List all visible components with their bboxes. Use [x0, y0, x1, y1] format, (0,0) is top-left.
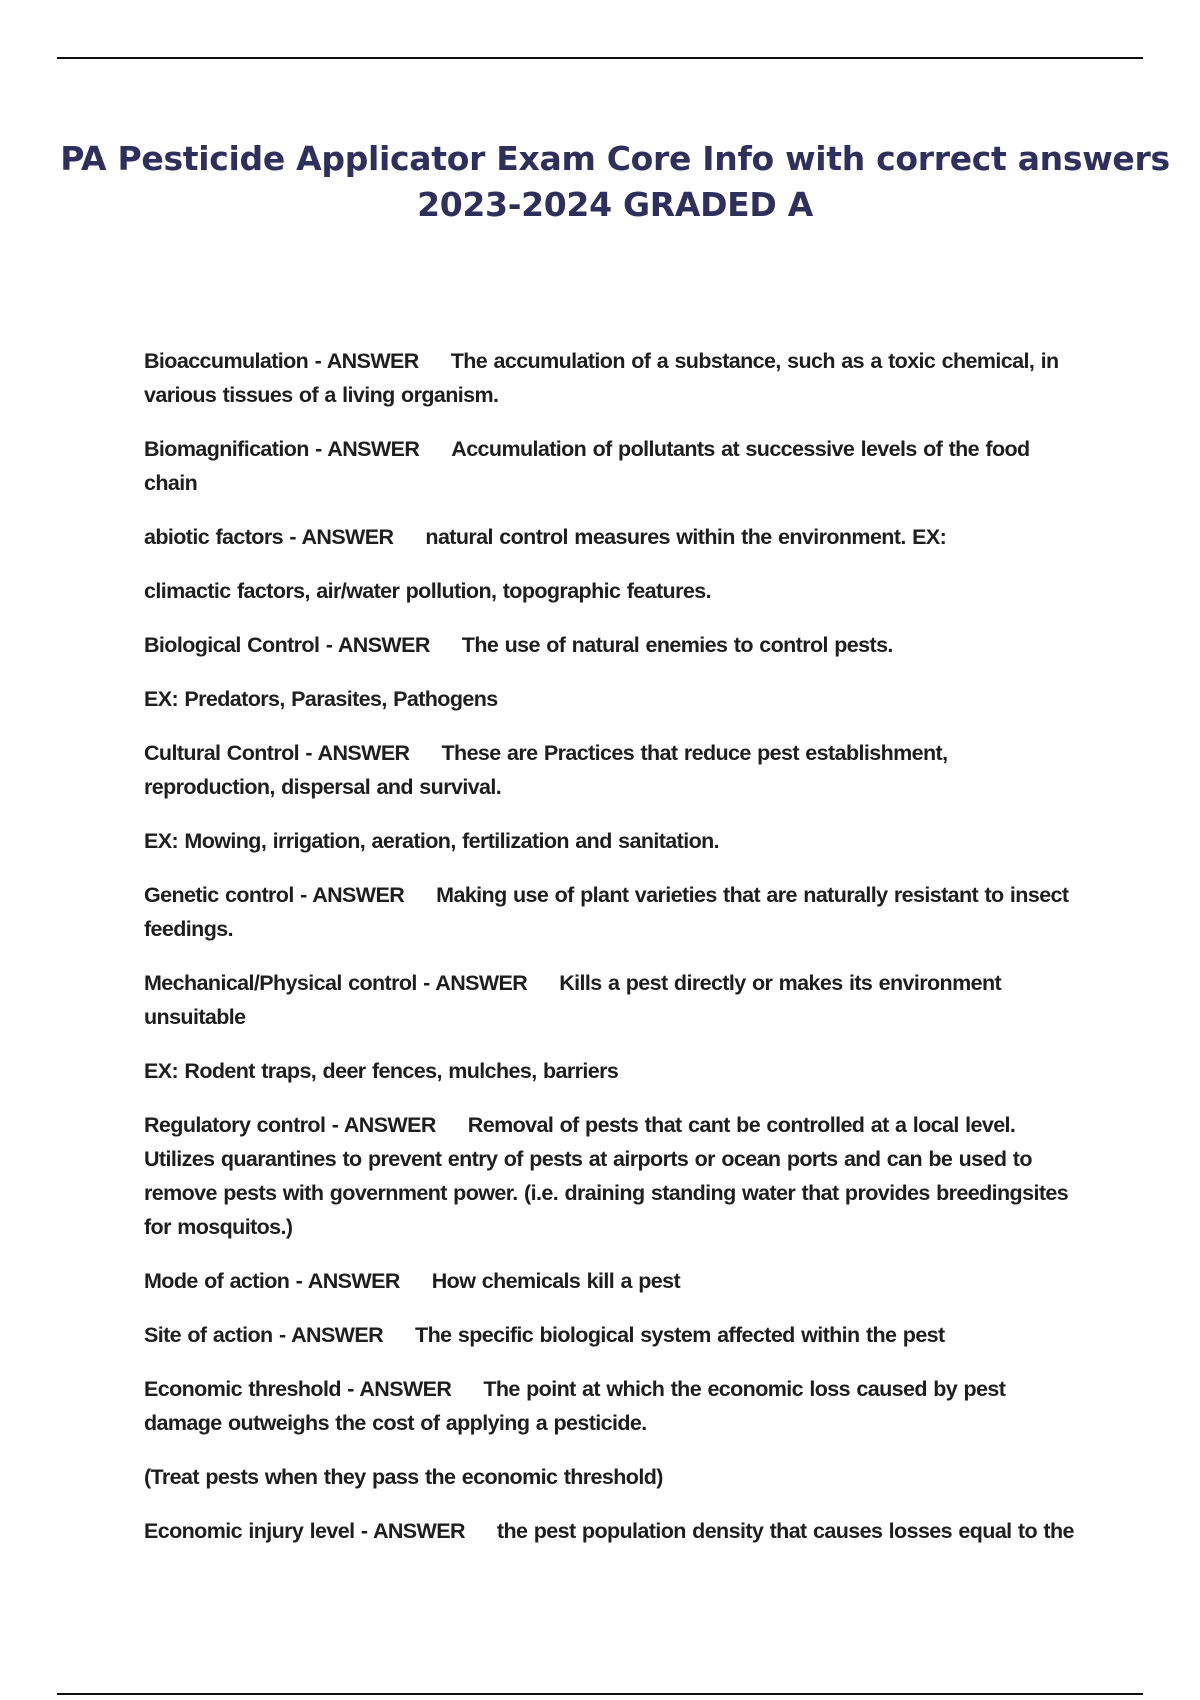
term: Mode of action - ANSWER	[144, 1269, 400, 1293]
paragraph	[144, 824, 1084, 858]
term: Site of action - ANSWER	[144, 1323, 384, 1347]
term: Regulatory control - ANSWER	[144, 1113, 436, 1137]
paragraph	[144, 1318, 1084, 1352]
term: Biomagnification - ANSWER	[144, 437, 420, 461]
paragraph	[144, 432, 1084, 500]
top-rule	[57, 57, 1143, 59]
paragraph	[144, 1264, 1084, 1298]
paragraph	[144, 520, 1084, 554]
title-line-2: 2023-2024 GRADED A	[417, 185, 813, 224]
paragraph	[144, 628, 1084, 662]
paragraph	[144, 574, 1084, 608]
definition: the pest population density that causes losses equal to the	[496, 1519, 1074, 1543]
term: Genetic control - ANSWER	[144, 883, 405, 907]
definition: EX: Predators, Parasites, Pathogens	[144, 687, 498, 711]
document-title	[60, 136, 1170, 228]
paragraph	[144, 1514, 1084, 1548]
definition: Kills a pest directly or makes its environment unsuitable	[144, 971, 1002, 1029]
definition: natural control measures within the environment. EX:	[425, 525, 947, 549]
paragraph	[144, 878, 1084, 946]
definition: The use of natural enemies to control pests.	[461, 633, 893, 657]
definition: Making use of plant varieties that are naturally resistant to insect feedings.	[144, 883, 1069, 941]
term: Economic threshold - ANSWER	[144, 1377, 452, 1401]
term: Cultural Control - ANSWER	[144, 741, 410, 765]
definition: (Treat pests when they pass the economic threshold)	[144, 1465, 663, 1489]
term: abiotic factors - ANSWER	[144, 525, 394, 549]
bottom-rule	[57, 1693, 1143, 1695]
paragraph	[144, 966, 1084, 1034]
title-line-1: PA Pesticide Applicator Exam Core Info with correct answers	[60, 139, 1170, 178]
term: Bioaccumulation - ANSWER	[144, 349, 419, 373]
definition: EX: Mowing, irrigation, aeration, fertilization and sanitation.	[144, 829, 720, 853]
paragraph	[144, 1108, 1084, 1244]
definition: EX: Rodent traps, deer fences, mulches, barriers	[144, 1059, 619, 1083]
definition: The specific biological system affected within the pest	[415, 1323, 945, 1347]
definition: Accumulation of pollutants at successive levels of the food chain	[144, 437, 1030, 495]
definition: The accumulation of a substance, such as a toxic chemical, in various tissues of a living organism.	[144, 349, 1059, 407]
definition: These are Practices that reduce pest establishment, reproduction, dispersal and survival.	[144, 741, 948, 799]
definition: Removal of pests that cant be controlled at a local level. Utilizes quarantines to prevent entry of pests at airports or ocean ports and can be used to remove pests with government power. (i.e. draining standing water that provides breedingsites for mosquitos.)	[144, 1113, 1069, 1239]
term: Biological Control - ANSWER	[144, 633, 430, 657]
definition: climactic factors, air/water pollution, topographic features.	[144, 579, 711, 603]
document-body	[144, 344, 1084, 1568]
paragraph	[144, 1460, 1084, 1494]
paragraph	[144, 682, 1084, 716]
definition: How chemicals kill a pest	[431, 1269, 681, 1293]
term: Economic injury level - ANSWER	[144, 1519, 465, 1543]
paragraph	[144, 736, 1084, 804]
definition: The point at which the economic loss caused by pest damage outweighs the cost of applying a pesticide.	[144, 1377, 1006, 1435]
paragraph	[144, 1372, 1084, 1440]
term: Mechanical/Physical control - ANSWER	[144, 971, 528, 995]
paragraph	[144, 1054, 1084, 1088]
paragraph	[144, 344, 1084, 412]
